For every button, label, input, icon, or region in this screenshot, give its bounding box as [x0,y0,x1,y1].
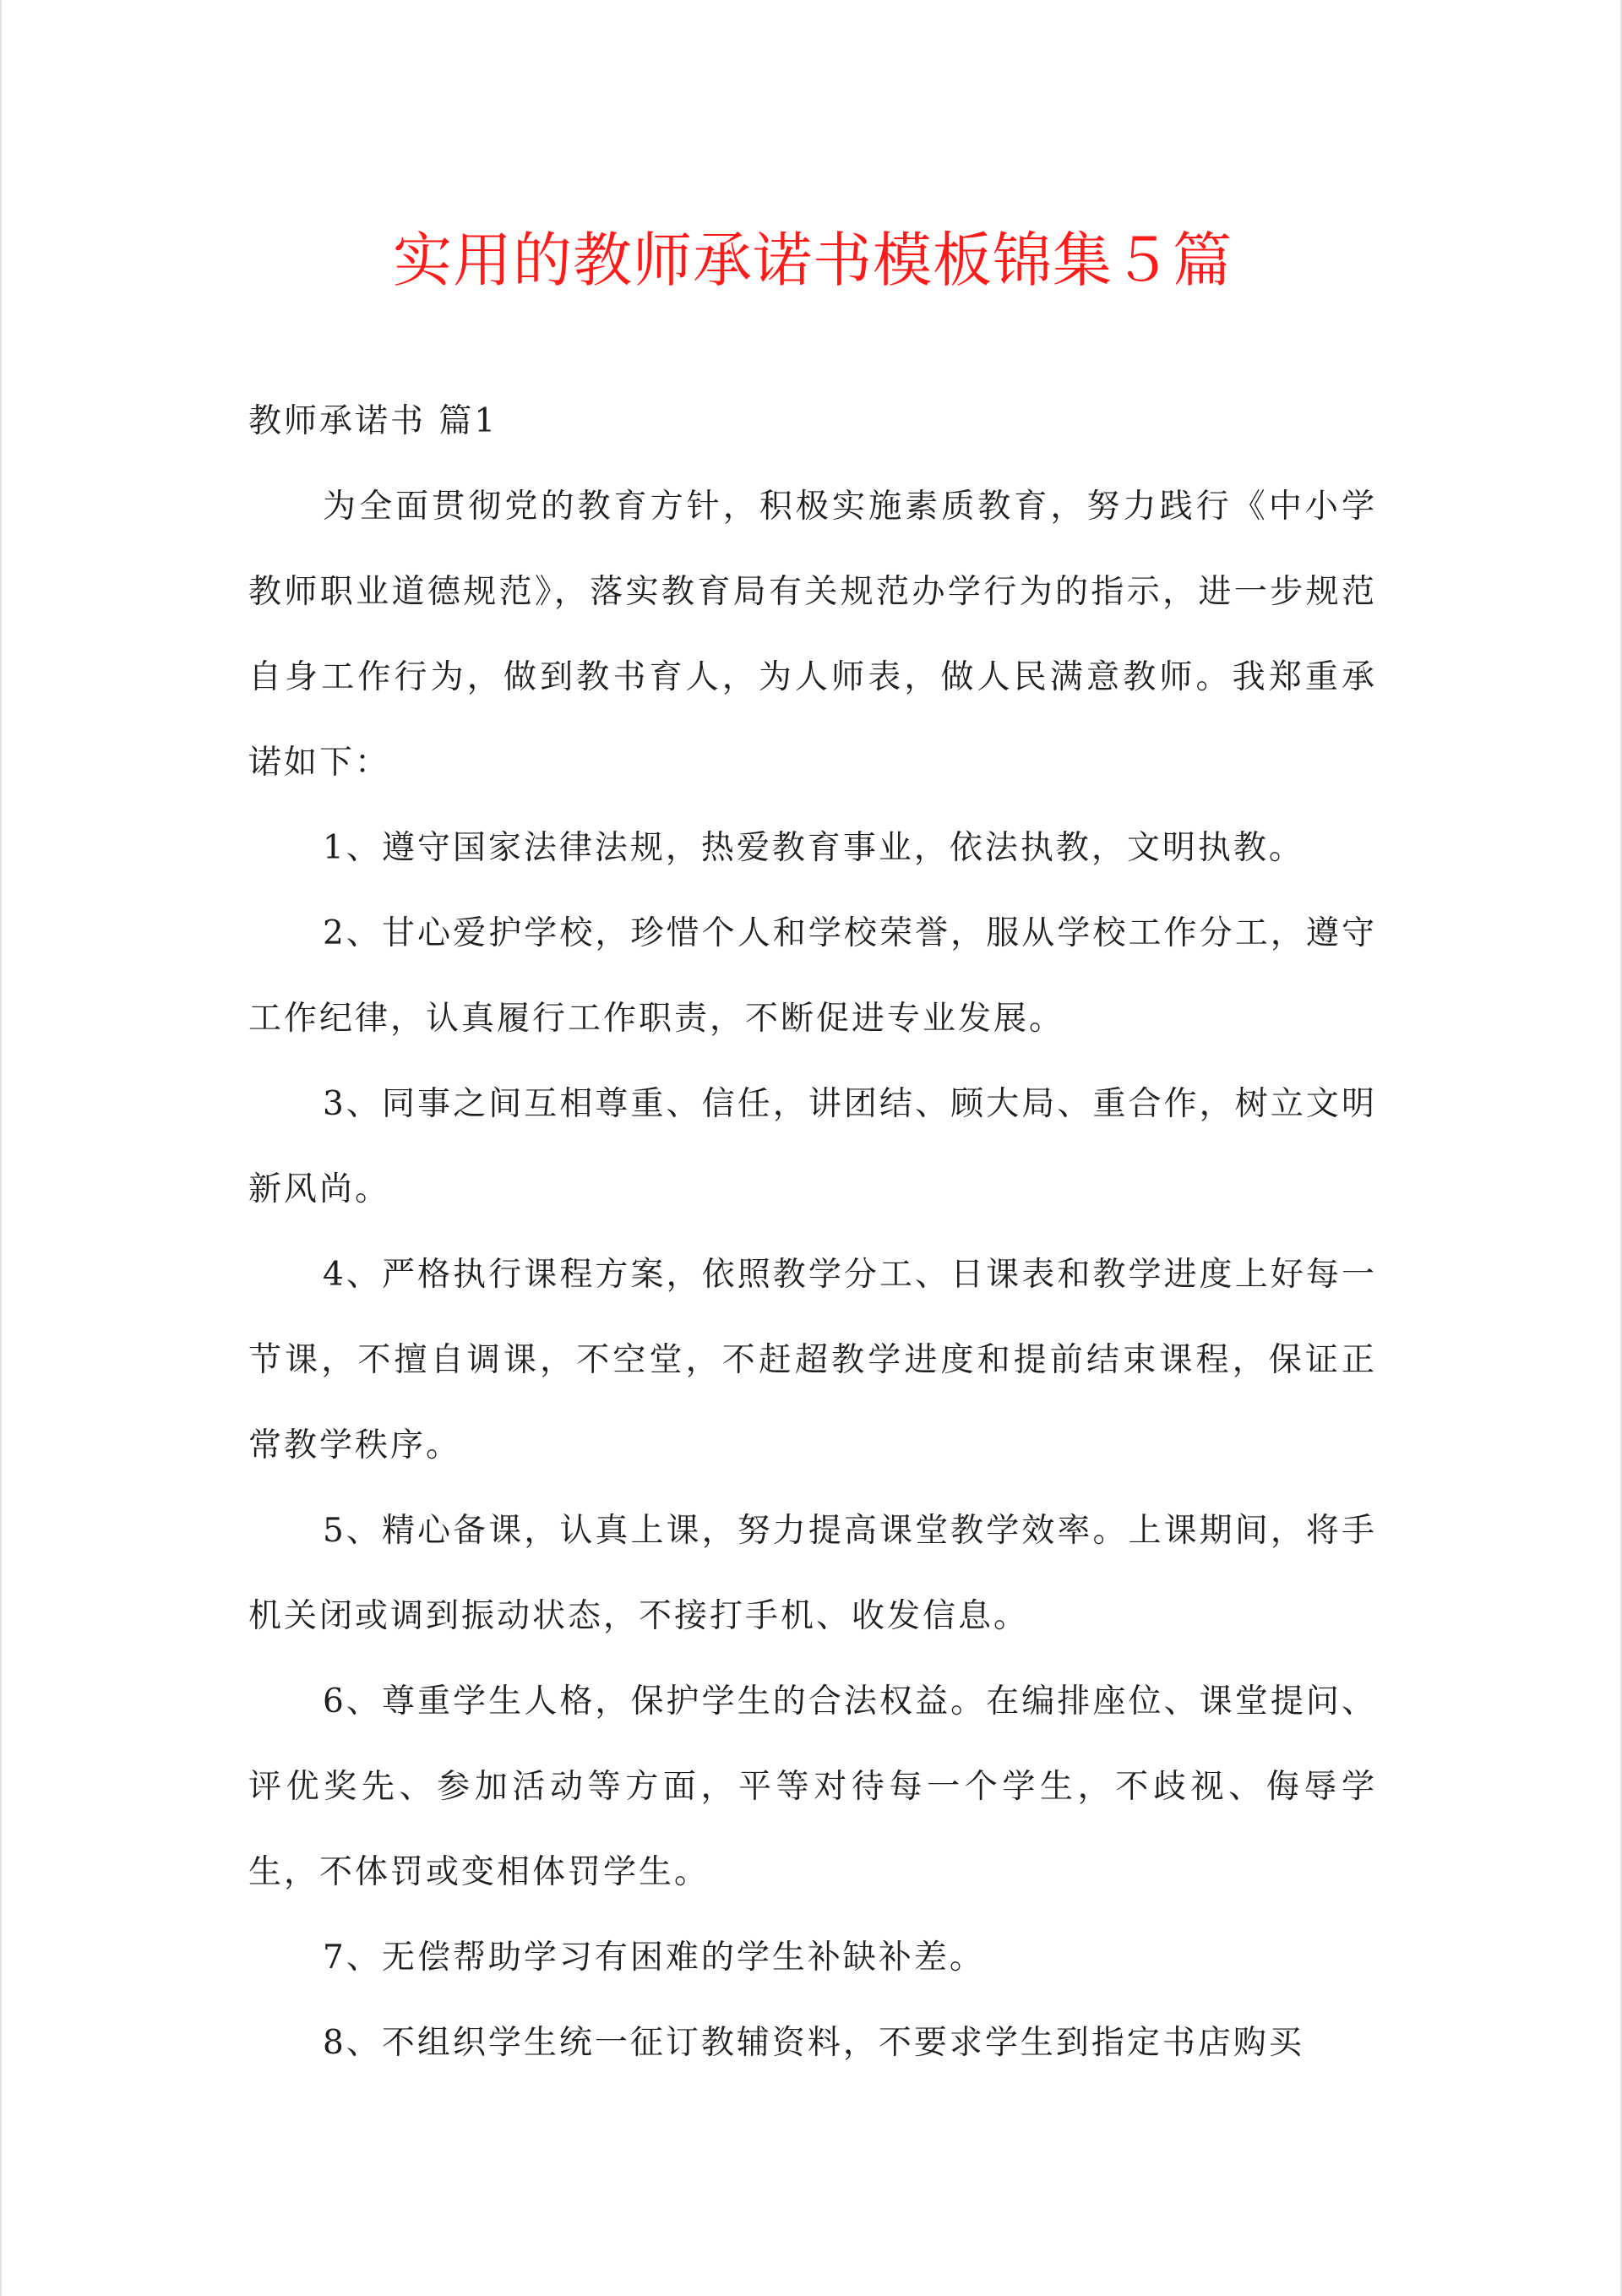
commitment-item: 2、甘心爱护学校，珍惜个人和学校荣誉，服从学校工作分工，遵守工作纪律，认真履行工作职责，不断促进专业发展。 [248,914,1377,1038]
document-title: 实用的教师承诺书模板锦集５篇 [393,226,1233,295]
commitment-item: 3、同事之间互相尊重、信任，讲团结、顾大局、重合作，树立文明新风尚。 [248,1085,1377,1208]
commitment-item: 4、严格执行课程方案，依照教学分工、日课表和教学进度上好每一节课，不擅自调课，不空堂，不赶超教学进度和提前结束课程，保证正常教学秩序。 [248,1256,1377,1464]
commitment-item: 7、无偿帮助学习有困难的学生补缺补差。 [323,1939,985,1977]
commitment-item: 6、尊重学生人格，保护学生的合法权益。在编排座位、课堂提问、评优奖先、参加活动等方面，平等对待每一个学生，不歧视、侮辱学生，不体罚或变相体罚学生。 [248,1682,1377,1891]
commitment-item: 5、精心备课，认真上课，努力提高课堂教学效率。上课期间，将手机关闭或调到振动状态，不接打手机、收发信息。 [248,1512,1377,1635]
document-body [248,379,1377,2086]
commitment-item: 1、遵守国家法律法规，热爱教育事业，依法执教，文明执教。 [323,829,1304,867]
section-heading: 教师承诺书 篇1 [248,402,498,440]
intro-paragraph: 为全面贯彻党的教育方针，积极实施素质教育，努力践行《中小学教师职业道德规范》，落实教育局有关规范办学行为的指示，进一步规范自身工作行为，做到教书育人，为人师表，做人民满意教师。我郑重承诺如下： [248,488,1377,782]
commitment-item: 8、不组织学生统一征订教辅资料，不要求学生到指定书店购买 [323,2024,1304,2062]
